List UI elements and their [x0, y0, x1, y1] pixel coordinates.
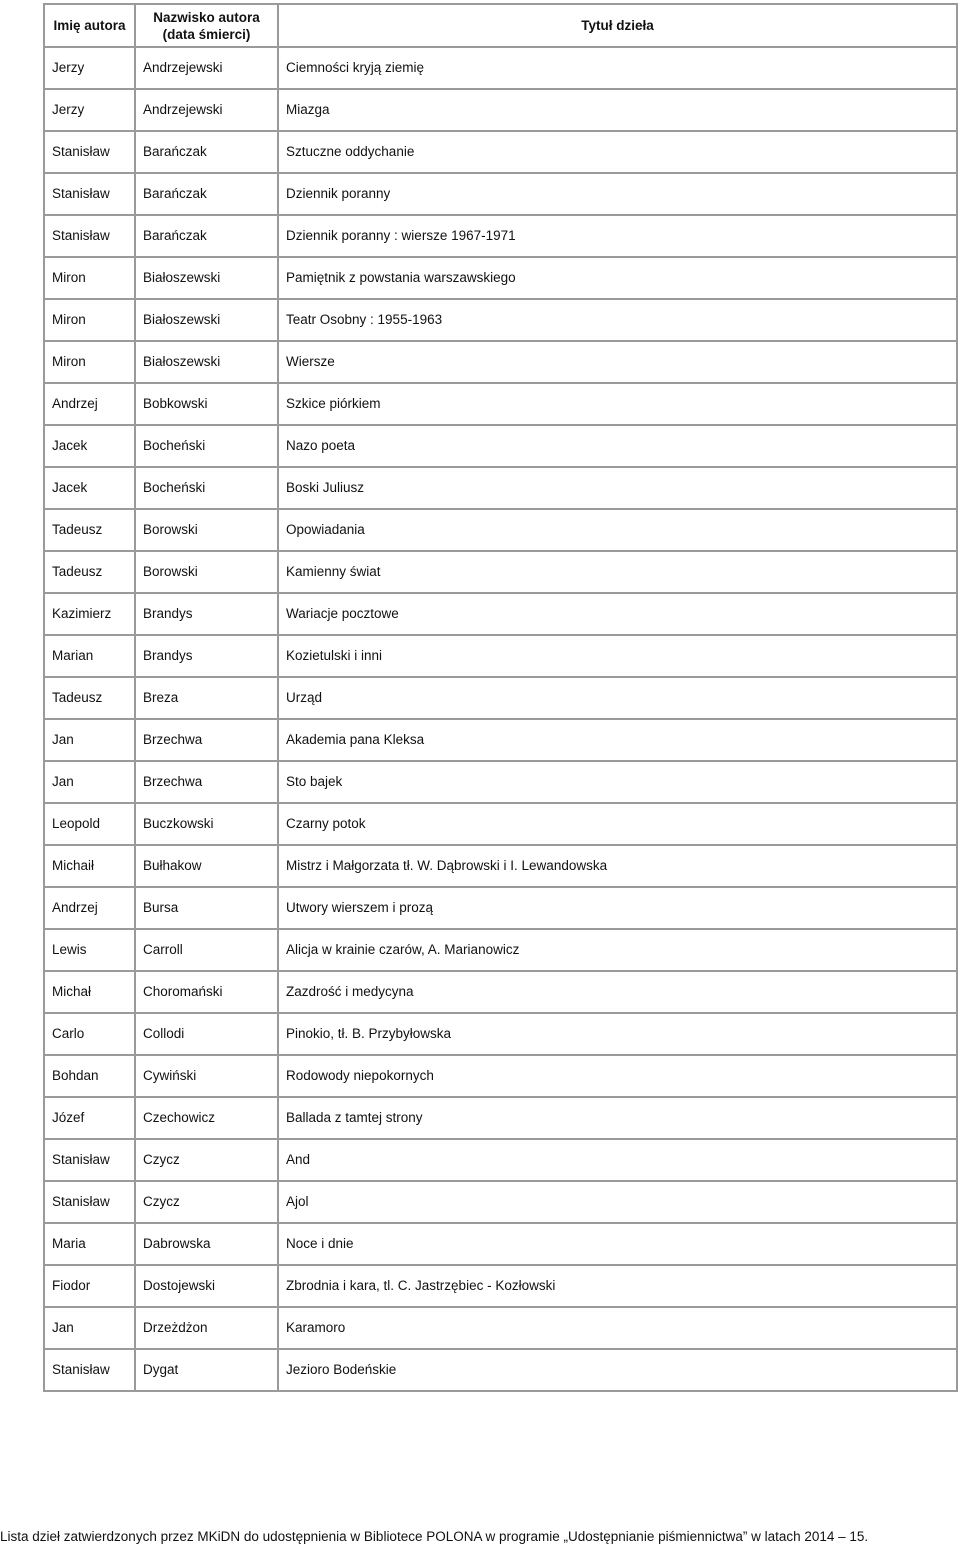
title-cell: Szkice piórkiem — [278, 383, 957, 425]
first-name-cell: Jan — [44, 761, 135, 803]
last-name-cell: Barańczak — [135, 131, 278, 173]
title-cell: Kozietulski i inni — [278, 635, 957, 677]
table-row — [44, 467, 957, 509]
title-cell: Wiersze — [278, 341, 957, 383]
header-first-name: Imię autora — [44, 4, 135, 47]
title-cell: Dziennik poranny : wiersze 1967-1971 — [278, 215, 957, 257]
last-name-cell: Bułhakow — [135, 845, 278, 887]
title-cell: Urząd — [278, 677, 957, 719]
last-name-cell: Borowski — [135, 551, 278, 593]
first-name-cell: Jacek — [44, 467, 135, 509]
last-name-cell: Dygat — [135, 1349, 278, 1391]
last-name-cell: Buczkowski — [135, 803, 278, 845]
table-row — [44, 887, 957, 929]
title-cell: Miazga — [278, 89, 957, 131]
last-name-cell: Barańczak — [135, 173, 278, 215]
title-cell: Zazdrość i medycyna — [278, 971, 957, 1013]
table-row — [44, 341, 957, 383]
first-name-cell: Stanisław — [44, 173, 135, 215]
first-name-cell: Michaił — [44, 845, 135, 887]
last-name-cell: Czycz — [135, 1181, 278, 1223]
last-name-cell: Breza — [135, 677, 278, 719]
first-name-cell: Tadeusz — [44, 551, 135, 593]
table-row — [44, 383, 957, 425]
table-row — [44, 299, 957, 341]
title-cell: Nazo poeta — [278, 425, 957, 467]
table-row — [44, 1055, 957, 1097]
title-cell: Opowiadania — [278, 509, 957, 551]
title-cell: Jezioro Bodeńskie — [278, 1349, 957, 1391]
table-row — [44, 761, 957, 803]
last-name-cell: Bocheński — [135, 467, 278, 509]
footer-note: Lista dzieł zatwierdzonych przez MKiDN do udostępnienia w Bibliotece POLONA w programie „Udostępnianie piśmiennictwa” w latach 2014 – 15. — [0, 1529, 869, 1544]
first-name-cell: Jerzy — [44, 47, 135, 89]
table-row — [44, 1139, 957, 1181]
table-row — [44, 593, 957, 635]
last-name-cell: Bursa — [135, 887, 278, 929]
title-cell: Boski Juliusz — [278, 467, 957, 509]
table-body — [44, 47, 957, 1391]
title-cell: Akademia pana Kleksa — [278, 719, 957, 761]
title-cell: Wariacje pocztowe — [278, 593, 957, 635]
table-row — [44, 1223, 957, 1265]
title-cell: Zbrodnia i kara, tl. C. Jastrzębiec - Kozłowski — [278, 1265, 957, 1307]
last-name-cell: Choromański — [135, 971, 278, 1013]
title-cell: Czarny potok — [278, 803, 957, 845]
title-cell: Pamiętnik z powstania warszawskiego — [278, 257, 957, 299]
title-cell: Ajol — [278, 1181, 957, 1223]
first-name-cell: Andrzej — [44, 383, 135, 425]
first-name-cell: Miron — [44, 257, 135, 299]
table-row — [44, 173, 957, 215]
last-name-cell: Bobkowski — [135, 383, 278, 425]
table-row — [44, 971, 957, 1013]
table-row — [44, 509, 957, 551]
table-row — [44, 677, 957, 719]
table-row — [44, 215, 957, 257]
table-row — [44, 257, 957, 299]
first-name-cell: Jan — [44, 1307, 135, 1349]
title-cell: Sztuczne oddychanie — [278, 131, 957, 173]
title-cell: Utwory wierszem i prozą — [278, 887, 957, 929]
last-name-cell: Brzechwa — [135, 761, 278, 803]
table-row — [44, 131, 957, 173]
first-name-cell: Jacek — [44, 425, 135, 467]
last-name-cell: Brandys — [135, 593, 278, 635]
last-name-cell: Collodi — [135, 1013, 278, 1055]
table-row — [44, 551, 957, 593]
last-name-cell: Carroll — [135, 929, 278, 971]
last-name-cell: Białoszewski — [135, 257, 278, 299]
table-row — [44, 1265, 957, 1307]
first-name-cell: Jan — [44, 719, 135, 761]
first-name-cell: Stanisław — [44, 1181, 135, 1223]
table-row — [44, 1349, 957, 1391]
last-name-cell: Andrzejewski — [135, 47, 278, 89]
first-name-cell: Józef — [44, 1097, 135, 1139]
last-name-cell: Dabrowska — [135, 1223, 278, 1265]
first-name-cell: Carlo — [44, 1013, 135, 1055]
table-row — [44, 803, 957, 845]
title-cell: Noce i dnie — [278, 1223, 957, 1265]
table-row — [44, 1013, 957, 1055]
first-name-cell: Stanisław — [44, 131, 135, 173]
first-name-cell: Marian — [44, 635, 135, 677]
header-title: Tytuł dzieła — [278, 4, 957, 47]
table-row — [44, 719, 957, 761]
first-name-cell: Michał — [44, 971, 135, 1013]
last-name-cell: Cywiński — [135, 1055, 278, 1097]
table-row — [44, 89, 957, 131]
table-row — [44, 635, 957, 677]
first-name-cell: Andrzej — [44, 887, 135, 929]
header-last-name — [135, 4, 278, 47]
last-name-cell: Dostojewski — [135, 1265, 278, 1307]
first-name-cell: Tadeusz — [44, 677, 135, 719]
title-cell: Ballada z tamtej strony — [278, 1097, 957, 1139]
title-cell: And — [278, 1139, 957, 1181]
first-name-cell: Jerzy — [44, 89, 135, 131]
last-name-cell: Czechowicz — [135, 1097, 278, 1139]
table-row — [44, 47, 957, 89]
first-name-cell: Fiodor — [44, 1265, 135, 1307]
title-cell: Mistrz i Małgorzata tł. W. Dąbrowski i I. Lewandowska — [278, 845, 957, 887]
last-name-cell: Bocheński — [135, 425, 278, 467]
table-row — [44, 425, 957, 467]
table-row — [44, 1307, 957, 1349]
table-row — [44, 1097, 957, 1139]
header-row — [44, 4, 957, 47]
last-name-cell: Brzechwa — [135, 719, 278, 761]
title-cell: Sto bajek — [278, 761, 957, 803]
header-last-name-line1: Nazwisko autora — [153, 9, 260, 25]
title-cell: Kamienny świat — [278, 551, 957, 593]
title-cell: Dziennik poranny — [278, 173, 957, 215]
table-row — [44, 845, 957, 887]
last-name-cell: Czycz — [135, 1139, 278, 1181]
first-name-cell: Tadeusz — [44, 509, 135, 551]
title-cell: Ciemności kryją ziemię — [278, 47, 957, 89]
title-cell: Karamoro — [278, 1307, 957, 1349]
last-name-cell: Barańczak — [135, 215, 278, 257]
first-name-cell: Stanisław — [44, 215, 135, 257]
works-table — [43, 3, 958, 1392]
last-name-cell: Andrzejewski — [135, 89, 278, 131]
first-name-cell: Kazimierz — [44, 593, 135, 635]
title-cell: Rodowody niepokornych — [278, 1055, 957, 1097]
last-name-cell: Borowski — [135, 509, 278, 551]
last-name-cell: Drzeżdżon — [135, 1307, 278, 1349]
first-name-cell: Maria — [44, 1223, 135, 1265]
last-name-cell: Brandys — [135, 635, 278, 677]
last-name-cell: Białoszewski — [135, 341, 278, 383]
title-cell: Teatr Osobny : 1955-1963 — [278, 299, 957, 341]
first-name-cell: Lewis — [44, 929, 135, 971]
first-name-cell: Bohdan — [44, 1055, 135, 1097]
table-row — [44, 929, 957, 971]
last-name-cell: Białoszewski — [135, 299, 278, 341]
title-cell: Pinokio, tł. B. Przybyłowska — [278, 1013, 957, 1055]
first-name-cell: Leopold — [44, 803, 135, 845]
first-name-cell: Stanisław — [44, 1139, 135, 1181]
first-name-cell: Miron — [44, 341, 135, 383]
first-name-cell: Miron — [44, 299, 135, 341]
first-name-cell: Stanisław — [44, 1349, 135, 1391]
table-row — [44, 1181, 957, 1223]
header-last-name-line2: (data śmierci) — [162, 26, 251, 42]
title-cell: Alicja w krainie czarów, A. Marianowicz — [278, 929, 957, 971]
